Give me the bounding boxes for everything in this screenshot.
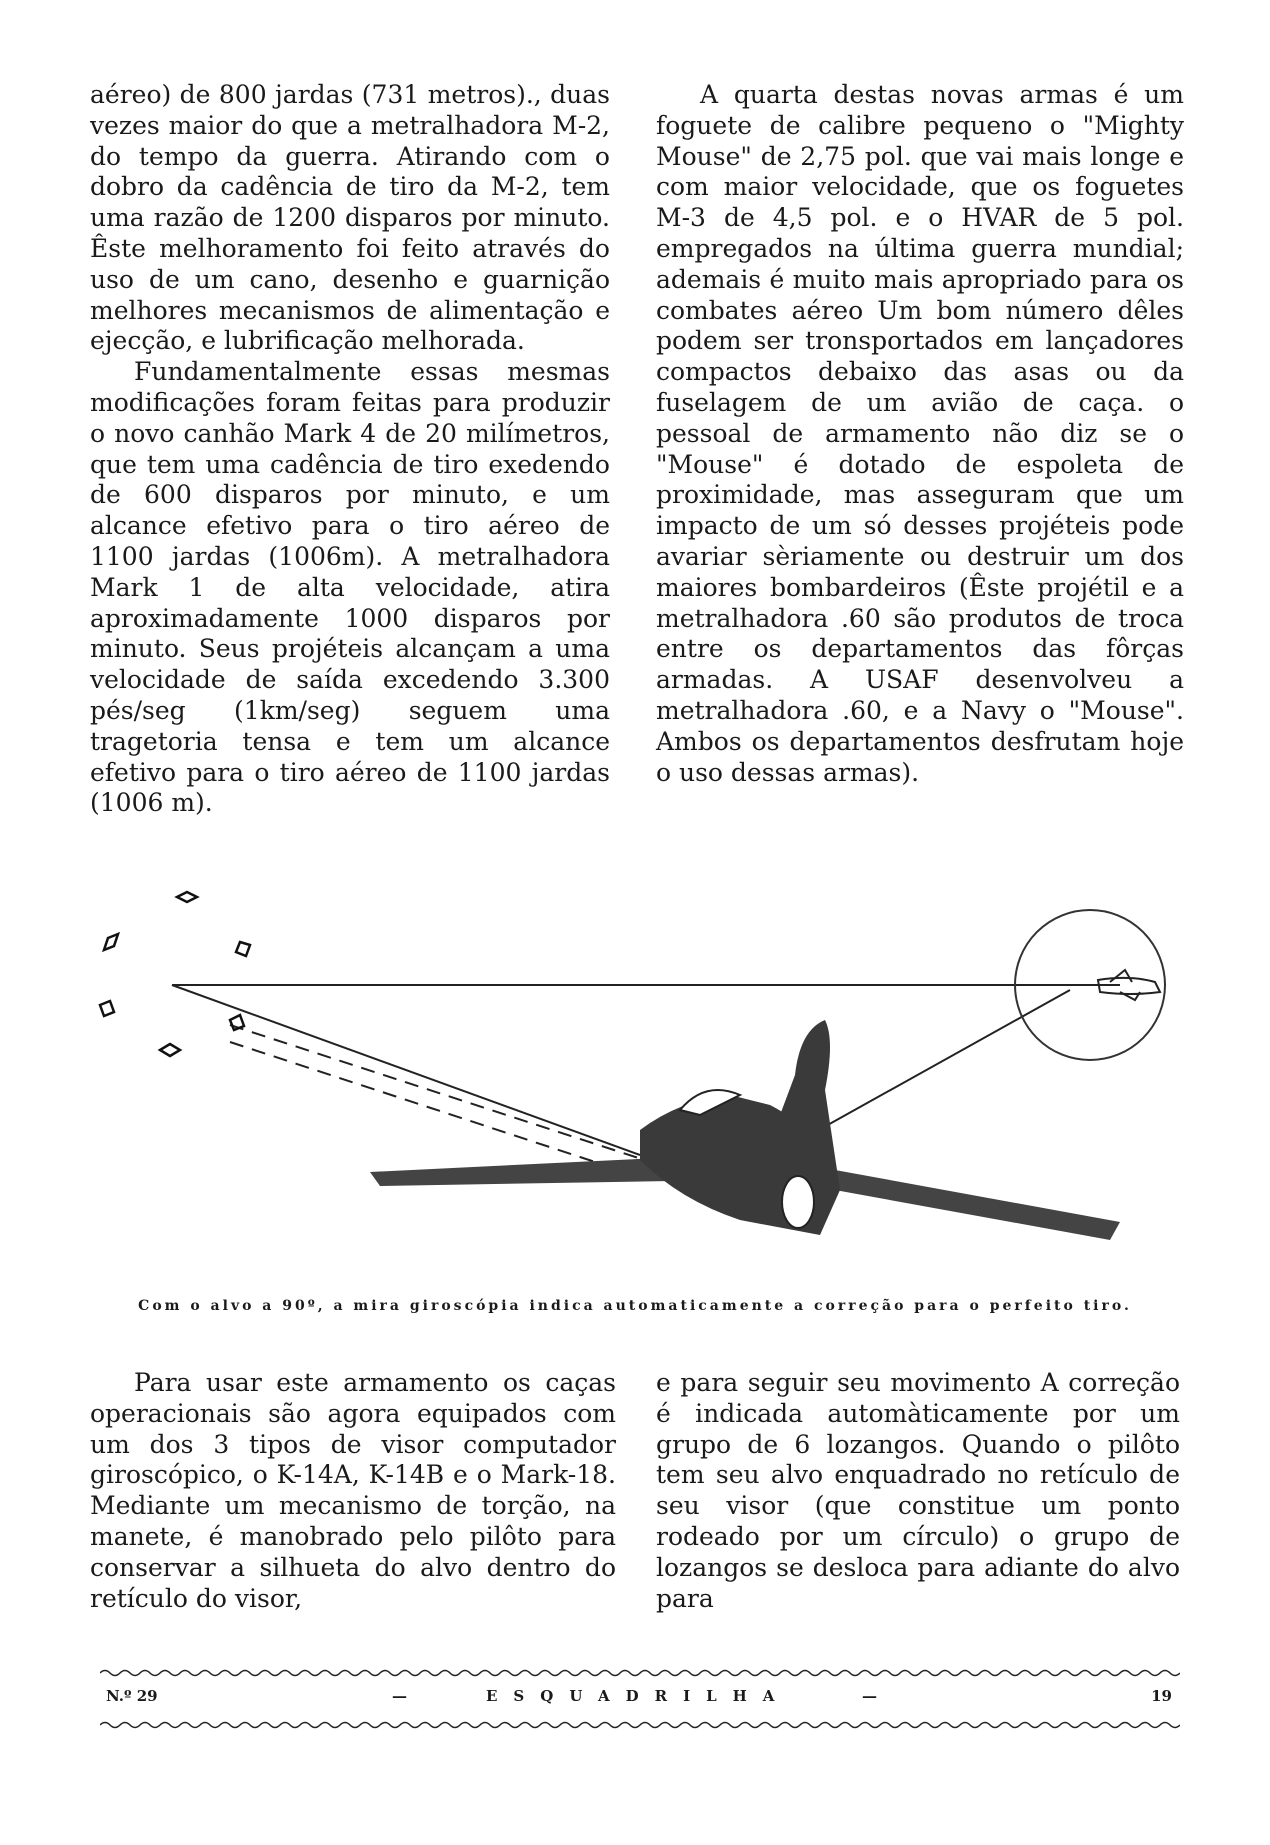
journal-title: ESQUADRILHA	[486, 1687, 791, 1705]
page-footer	[100, 1687, 1180, 1711]
top-left-column	[90, 80, 610, 819]
trajectory-dashes	[230, 1042, 650, 1180]
trajectory-dashes	[230, 1025, 660, 1165]
lead-line	[172, 985, 640, 1155]
bottom-left-column	[90, 1368, 616, 1614]
paragraph: Fundamentalmente essas mesmas modificações foram feitas para produzir o novo canhão Mark 4 de 20 milímetros, que tem uma cadência de tiro exedendo de 600 disparos por minuto, e um alcance efetivo para o tiro aéreo de 1100 jardas (1006m). A metralhadora Mark 1 de alta velocidade, atira aproximadamente 1000 disparos por minuto. Seus projéteis alcançam a uma velocidade de saída excedendo 3.300 pés/seg (1km/seg) seguem uma tragetoria tensa e tem um alcance efetivo para o tiro aéreo de 1100 jardas (1006 m).	[90, 357, 610, 818]
lozenge-icon	[236, 942, 250, 956]
lozenge-icon	[100, 1001, 114, 1016]
figure-caption: Com o alvo a 90º, a mira giroscópia indica automaticamente a correção para o perfeito tiro.	[138, 1298, 1132, 1314]
lozenge-icon	[160, 1044, 180, 1056]
footer-dash: —	[862, 1687, 877, 1705]
gunsight-diagram	[80, 890, 1200, 1290]
paragraph: A quarta destas novas armas é um foguete de calibre pequeno o "Mighty Mouse" de 2,75 pol. que vai mais longe e com maior velocidade, que os foguetes M-3 de 4,5 pol. e o HVAR de 5 pol. empregados na última guerra mundial; ademais é muito mais apropriado para os combates aéreo Um bom número dêles podem ser tronsportados em lançadores compactos debaixo das asas ou da fuselagem de um avião de caça. o pessoal de armamento não diz se o "Mouse" é dotado de espoleta de proximidade, mas asseguram que um impacto de um só desses projéteis pode avariar sèriamente ou destruir um dos maiores bombardeiros (Êste projétil e a metralhadora .60 são produtos de troca entre os departamentos das fôrças armadas. A USAF desenvolveu a metralhadora .60, e a Navy o "Mouse". Ambos os departamentos desfrutam hoje o uso dessas armas).	[656, 80, 1184, 787]
wavy-rule-bottom	[100, 1720, 1180, 1730]
engine-intake	[782, 1176, 814, 1228]
bottom-right-column	[656, 1368, 1180, 1614]
gunsight-illustration	[80, 890, 1200, 1290]
paragraph: aéreo) de 800 jardas (731 metros)., duas vezes maior do que a metralhadora M-2, do tempo da guerra. Atirando com o dobro da cadência de tiro da M-2, tem uma razão de 1200 disparos por minuto. Êste melhoramento foi feito através do uso de um cano, desenho e guarnição melhores mecanismos de alimentação e ejecção, e lubrificação melhorada.	[90, 80, 610, 356]
lozenge-icon	[104, 934, 118, 950]
wavy-rule-top	[100, 1668, 1180, 1678]
footer-dash: —	[392, 1687, 407, 1705]
top-right-column	[656, 80, 1184, 788]
page-number: 19	[1151, 1687, 1172, 1705]
lozenge-icon	[230, 1015, 244, 1030]
lozenge-icon	[177, 892, 197, 902]
issue-number: N.º 29	[106, 1687, 158, 1705]
paragraph: Para usar este armamento os caças operacionais são agora equipados com um dos 3 tipos de visor computador giroscópico, o K-14A, K-14B e o Mark-18. Mediante um mecanismo de torção, na manete, é manobrado pelo pilôto para conservar a silhueta do alvo dentro do retículo do visor,	[90, 1368, 616, 1613]
paragraph: e para seguir seu movimento A correção é indicada automàticamente por um grupo de 6 lozangos. Quando o pilôto tem seu alvo enquadrado no retículo de seu visor (que constitue um ponto rodeado por um círculo) o grupo de lozangos se desloca para adiante do alvo para	[656, 1368, 1180, 1613]
